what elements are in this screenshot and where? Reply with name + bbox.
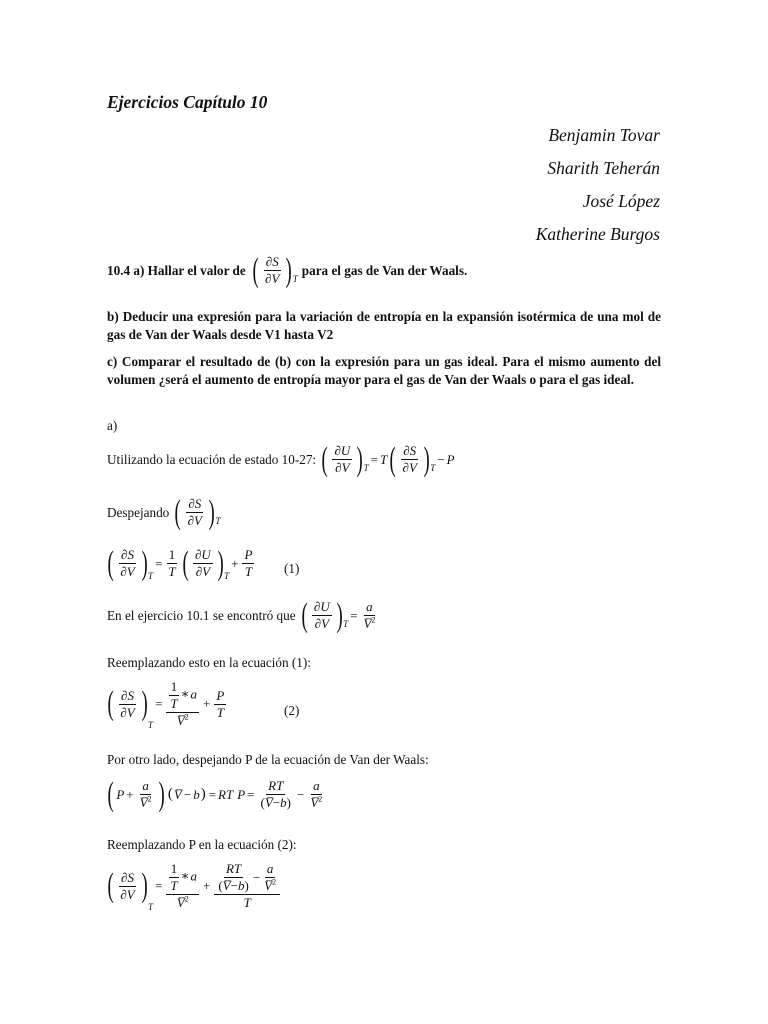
document-title: Ejercicios Capítulo 10	[107, 92, 268, 112]
equation-2-number: (2)	[284, 703, 300, 718]
exercise-10-1-formula: ( $\frac{\partial U}{\partial V}$ ) T = $\frac{a}{V̅^2}$	[301, 596, 376, 634]
step-replace-eq1: Reemplazando esto en la ecuación (1):	[107, 655, 311, 670]
equation-2-formula: ( $\frac{\partial S}{\partial V}$ ) T = $\frac{1}{T}$ ∗a V̅$^2$ + $\frac{P}{T}$	[107, 679, 225, 730]
equation-1-number: (1)	[284, 561, 300, 576]
partial-s-v-t-formula: ( $\frac{\partial S}{\partial V}$ ) T	[252, 251, 298, 289]
problem-part-a-prefix: 10.4 a) Hallar el valor de	[107, 262, 246, 278]
step-state-equation	[107, 440, 455, 478]
author-4: Katherine Burgos	[535, 224, 660, 244]
author-2: Sharith Teherán	[547, 158, 660, 178]
problem-part-a-suffix: para el gas de Van der Waals.	[301, 262, 468, 278]
final-equation-formula: ( $\frac{\partial S}{\partial V}$ ) T = $\frac{1}{T}$ ∗a V̅$^2$ + $\frac{RT}{(V̅-b)}$ − $\frac{a}{V̅^2}$ T	[105, 862, 282, 910]
author-1: Benjamin Tovar	[548, 125, 660, 145]
step-van-der-waals: Por otro lado, despejando P de la ecuación de Van der Waals:	[107, 752, 429, 767]
step-isolate-text: Despejando	[107, 504, 170, 520]
solution-a-label: a)	[107, 418, 118, 433]
van-der-waals-formula: ( P + $\frac{a}{V̅^2}$ ) ( V̅ − b ) = RT P = $\frac{RT}{(V̅-b)}$ − $\frac{a}{V̅^2}$	[107, 775, 323, 813]
author-3: José López	[582, 191, 660, 211]
final-equation	[105, 862, 282, 910]
equation-1-formula: ( $\frac{\partial S}{\partial V}$ ) T = $\frac{1}{T}$ ( $\frac{\partial U}{\partial V}$ ) T + $\frac{P}{T}$	[107, 544, 253, 582]
equation-1	[105, 544, 256, 582]
step-isolate	[107, 493, 221, 531]
problem-part-b: b) Deducir una expresión para la variación de entropía en la expansión isotérmica de una mol de gas de Van der Waals desde V1 hasta V2	[107, 309, 661, 342]
isolate-formula: ( $\frac{\partial S}{\partial V}$ ) T	[174, 493, 221, 531]
van-der-waals-equation	[105, 775, 326, 813]
step-replace-p: Reemplazando P en la ecuación (2):	[107, 837, 297, 852]
state-equation-formula: ( $\frac{\partial U}{\partial V}$ ) T = T ( $\frac{\partial S}{\partial V}$ ) T − P	[321, 440, 455, 478]
problem-part-a	[107, 251, 468, 289]
step-exercise-10-1	[107, 596, 379, 634]
step-exercise-10-1-text: En el ejercicio 10.1 se encontró que	[107, 607, 296, 623]
equation-2	[105, 680, 228, 728]
step-state-equation-text: Utilizando la ecuación de estado 10-27:	[107, 451, 317, 467]
problem-part-c: c) Comparar el resultado de (b) con la expresión para un gas ideal. Para el mismo aumento del volumen ¿será el aumento de entropía mayor para el gas de Van der Waals o para el gas ideal.	[107, 354, 661, 387]
